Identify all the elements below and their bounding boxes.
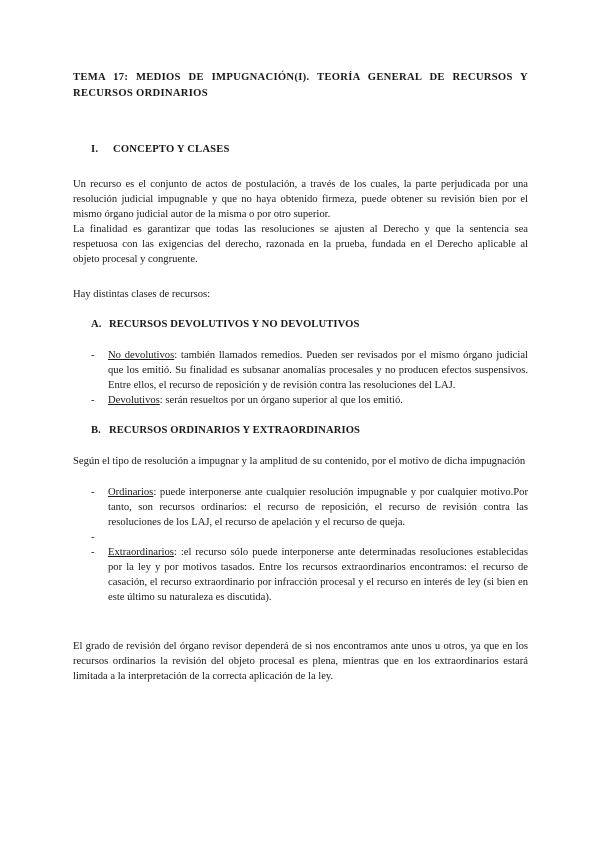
- term-description: : :el recurso sólo puede interponerse ante determinadas resoluciones establecidas por la ley y por motivos tasados. Entre los recursos extraordinarios encontramos: el recurso de casación, el recurso extraordinario por infracción procesal y el recurso en interés de ley (si bien en este último su naturaleza es discutida).: [108, 547, 528, 603]
- subheading-title: RECURSOS ORDINARIOS Y EXTRAORDINARIOS: [109, 425, 361, 436]
- document-page: [73, 70, 528, 684]
- list-item: [73, 485, 528, 530]
- paragraph-closing: El grado de revisión del órgano revisor dependerá de si nos encontramos ante unos u otros, ya que en los recursos ordinarios la revisión del objeto procesal es plena, mientras que en los extraordinarios estará limitada a la interpretación de la correcta aplicación de la ley.: [73, 641, 528, 682]
- list-dash: -: [91, 547, 95, 558]
- section-heading-concepto: [91, 142, 528, 157]
- list-item-body: [108, 393, 528, 408]
- list-item: [73, 393, 528, 408]
- list-dash: -: [91, 350, 95, 361]
- term-devolutivos: Devolutivos: [108, 395, 160, 406]
- list-ordinarios: [73, 485, 528, 605]
- document-title: TEMA 17: MEDIOS DE IMPUGNACIÓN(I). TEORÍA GENERAL DE RECURSOS Y RECURSOS ORDINARIOS: [73, 72, 528, 99]
- list-dash: -: [91, 487, 95, 498]
- list-dash: -: [91, 395, 95, 406]
- paragraph-classes-intro: Hay distintas clases de recursos:: [73, 289, 211, 300]
- term-description: : puede interponerse ante cualquier resolución impugnable y por cualquier motivo.Por tanto, son recursos ordinarios: el recurso de reposición, el recurso de revisión contra las resoluciones de los LAJ, el recurso de apelación y el recurso de queja.: [108, 487, 528, 528]
- list-item-empty: [73, 530, 528, 545]
- term-description: : también llamados remedios. Pueden ser revisados por el mismo órgano judicial que los emitió. Su finalidad es subsanar anomalías procesales y no producen efectos suspensivos. Entre ellos, el recurso de reposición y de revisión contra las resoluciones del LAJ.: [108, 350, 528, 391]
- list-item: [73, 545, 528, 605]
- list-item-body: [108, 348, 528, 393]
- subheading-letter: B.: [91, 425, 101, 436]
- section-number: I.: [91, 144, 99, 155]
- list-item-body: [108, 485, 528, 530]
- list-item: [73, 348, 528, 393]
- subheading-title: RECURSOS DEVOLUTIVOS Y NO DEVOLUTIVOS: [109, 319, 360, 330]
- paragraph-definition: Un recurso es el conjunto de actos de postulación, a través de los cuales, la parte perjudicada por una resolución judicial impugnable y que no haya obtenido firmeza, puede obtener su revisión bien por el mismo órgano judicial autor de la misma o por otro superior.: [73, 179, 528, 220]
- list-devolutivos: [73, 348, 528, 408]
- paragraph-purpose: La finalidad es garantizar que todas las resoluciones se ajusten al Derecho y que la sentencia sea respetuosa con las exigencias del derecho, razonada en la prueba, fundada en el Derecho aplicable al objeto procesal y congruente.: [73, 224, 528, 265]
- list-item-body: [108, 545, 528, 605]
- list-item-body: [108, 530, 528, 545]
- subheading-ordinarios: [91, 423, 528, 438]
- list-dash: -: [91, 532, 95, 543]
- subheading-devolutivos: [91, 317, 528, 332]
- paragraph-ordinarios-intro: Según el tipo de resolución a impugnar y la amplitud de su contenido, por el motivo de dicha impugnación: [73, 456, 526, 467]
- term-ordinarios: Ordinarios: [108, 487, 154, 498]
- term-description: : serán resueltos por un órgano superior al que los emitió.: [159, 395, 403, 406]
- term-extraordinarios: Extraordinarios: [108, 547, 174, 558]
- subheading-letter: A.: [91, 319, 102, 330]
- term-no-devolutivos: No devolutivos: [108, 350, 175, 361]
- section-title: CONCEPTO Y CLASES: [113, 144, 230, 155]
